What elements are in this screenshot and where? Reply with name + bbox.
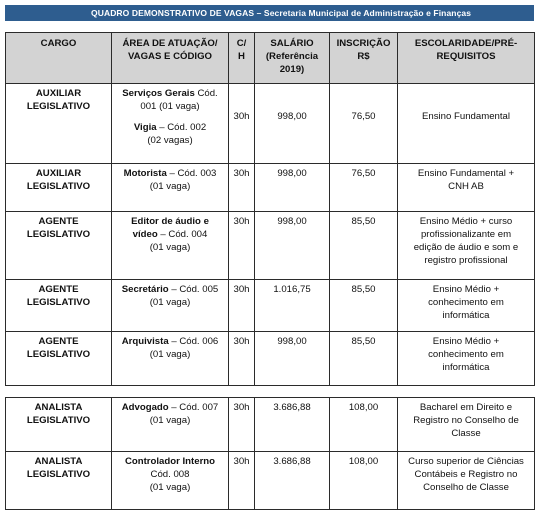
table-row (6, 332, 535, 386)
salario-cell: 3.686,88 (255, 398, 330, 452)
header-row (6, 33, 535, 84)
inscricao-cell: 85,50 (330, 212, 398, 280)
salario-cell: 998,00 (255, 332, 330, 386)
cargo-cell: AGENTE LEGISLATIVO (6, 212, 112, 280)
ch-cell: 30h (229, 332, 255, 386)
cargo-cell: ANALISTA LEGISLATIVO (6, 398, 112, 452)
salario-cell: 1.016,75 (255, 280, 330, 332)
header-escolaridade: ESCOLARIDADE/PRÉ- REQUISITOS (398, 33, 535, 84)
escolaridade-cell: Ensino Médio + conhecimento em informática (398, 332, 535, 386)
escolaridade-cell: Ensino Fundamental + CNH AB (398, 164, 535, 212)
area-cell: Secretário – Cód. 005 (01 vaga) (112, 280, 229, 332)
area-cell: Editor de áudio e vídeo – Cód. 004 (01 vaga) (112, 212, 229, 280)
vacancies-table-continued (5, 397, 535, 510)
table-row (6, 398, 535, 452)
salario-cell: 998,00 (255, 84, 330, 164)
inscricao-cell: 76,50 (330, 84, 398, 164)
table-title-banner (5, 5, 534, 21)
inscricao-cell: 76,50 (330, 164, 398, 212)
ch-cell: 30h (229, 212, 255, 280)
ch-cell: 30h (229, 280, 255, 332)
header-inscricao: INSCRIÇÃO R$ (330, 33, 398, 84)
ch-cell: 30h (229, 398, 255, 452)
salario-cell: 3.686,88 (255, 452, 330, 510)
escolaridade-cell: Bacharel em Direito e Registro no Conselho de Classe (398, 398, 535, 452)
cargo-cell: AGENTE LEGISLATIVO (6, 332, 112, 386)
banner-separator: – (254, 8, 264, 18)
ch-cell: 30h (229, 84, 255, 164)
escolaridade-cell: Ensino Médio + conhecimento em informática (398, 280, 535, 332)
table-row (6, 164, 535, 212)
banner-title: QUADRO DEMONSTRATIVO DE VAGAS (91, 8, 255, 18)
cargo-cell: AGENTE LEGISLATIVO (6, 280, 112, 332)
cargo-cell: AUXILIAR LEGISLATIVO (6, 84, 112, 164)
header-cargo: CARGO (6, 33, 112, 84)
header-ch: C/ H (229, 33, 255, 84)
ch-cell: 30h (229, 164, 255, 212)
table-row (6, 452, 535, 510)
inscricao-cell: 85,50 (330, 332, 398, 386)
area-cell: Motorista – Cód. 003 (01 vaga) (112, 164, 229, 212)
inscricao-cell: 108,00 (330, 452, 398, 510)
inscricao-cell: 108,00 (330, 398, 398, 452)
area-cell: Advogado – Cód. 007 (01 vaga) (112, 398, 229, 452)
escolaridade-cell: Ensino Fundamental (398, 84, 535, 164)
banner-subtitle: Secretaria Municipal de Administração e Finanças (263, 8, 472, 18)
ch-cell: 30h (229, 452, 255, 510)
area-cell: Serviços Gerais Cód. 001 (01 vaga) Vigia – Cód. 002 (02 vagas) (112, 84, 229, 164)
area-cell: Controlador Interno Cód. 008 (01 vaga) (112, 452, 229, 510)
cargo-cell: AUXILIAR LEGISLATIVO (6, 164, 112, 212)
table-row (6, 212, 535, 280)
vacancies-table (5, 32, 535, 386)
header-area: ÁREA DE ATUAÇÃO/ VAGAS E CÓDIGO (112, 33, 229, 84)
table-row (6, 84, 535, 164)
inscricao-cell: 85,50 (330, 280, 398, 332)
header-salario: SALÁRIO (Referência 2019) (255, 33, 330, 84)
escolaridade-cell: Ensino Médio + curso profissionalizante em edição de áudio e som e registro profissional (398, 212, 535, 280)
cargo-cell: ANALISTA LEGISLATIVO (6, 452, 112, 510)
salario-cell: 998,00 (255, 212, 330, 280)
area-cell: Arquivista – Cód. 006 (01 vaga) (112, 332, 229, 386)
escolaridade-cell: Curso superior de Ciências Contábeis e Registro no Conselho de Classe (398, 452, 535, 510)
salario-cell: 998,00 (255, 164, 330, 212)
table-row (6, 280, 535, 332)
